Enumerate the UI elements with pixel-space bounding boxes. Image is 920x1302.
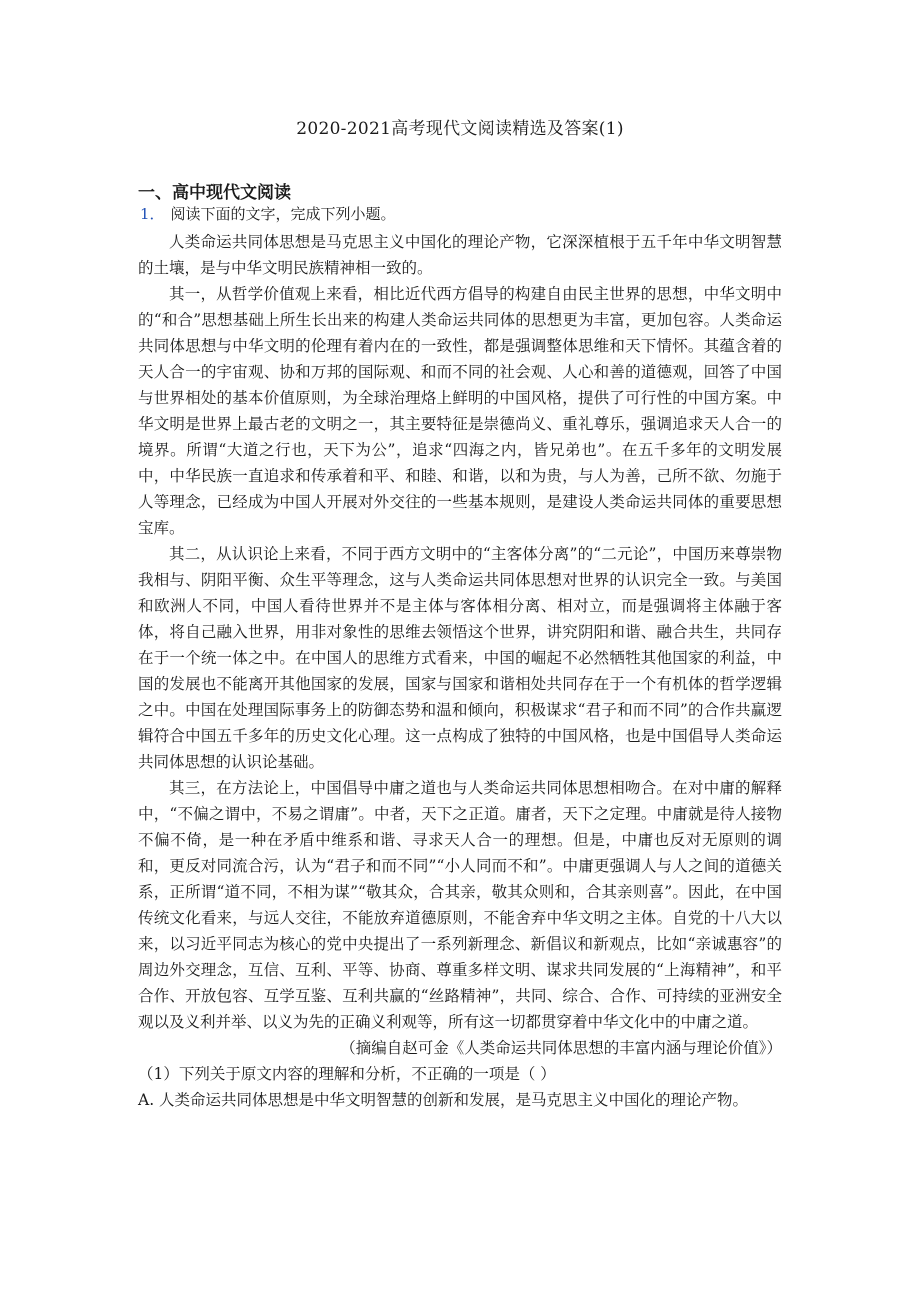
question-prompt: 阅读下面的文字，完成下列小题。 bbox=[170, 205, 396, 223]
passage-paragraph: 其三，在方法论上，中国倡导中庸之道也与人类命运共同体思想相吻合。在对中庸的解释中，“不偏之谓中，不易之谓庸”。中者，天下之正道。庸者，天下之定理。中庸就是待人接物不偏不倚，是一种在矛盾中维系和谐、寻求天人合一的理想。但是，中庸也反对无原则的调和，更反对同流合污，认为“君子和而不同”“小人同而不和”。中庸更强调人与人之间的道德关系，正所谓“道不同，不相为谋”“敬其众，合其亲，敬其众则和，合其亲则喜”。因此，在中国传统文化看来，与远人交往，不能放弃道德原则，不能舍弃中华文明之主体。自党的十八大以来，以习近平同志为核心的党中央提出了一系列新理念、新倡议和新观点，比如“亲诚惠容”的周边外交理念，互信、互利、平等、协商、尊重多样文明、谋求共同发展的“上海精神”，和平合作、开放包容、互学互鉴、互利共赢的“丝路精神”，共同、综合、合作、可持续的亚洲安全观以及义利并举、以义为先的正确义利观等，所有这一切都贯穿着中华文化中的中庸之道。 bbox=[138, 779, 782, 1031]
question-number: 1． bbox=[140, 205, 165, 223]
section-heading: 一、高中现代文阅读 bbox=[138, 183, 291, 203]
document-title: 2020-2021高考现代文阅读精选及答案(1) bbox=[296, 119, 624, 139]
passage-paragraph: 其一，从哲学价值观上来看，相比近代西方倡导的构建自由民主世界的思想，中华文明中的“和合”思想基础上所生长出来的构建人类命运共同体的思想更为丰富，更加包容。人类命运共同体思想与中华文明的伦理有着内在的一致性，都是强调整体思维和天下情怀。其蕴含着的天人合一的宇宙观、协和万邦的国际观、和而不同的社会观、人心和善的道德观，回答了中国与世界相处的基本价值原则，为全球治理烙上鲜明的中国风格，提供了可行性的中国方案。中华文明是世界上最古老的文明之一，其主要特征是崇德尚义、重礼尊乐，强调追求天人合一的境界。所谓“大道之行也，天下为公”，追求“四海之内，皆兄弟也”。在五千多年的文明发展中，中华民族一直追求和传承着和平、和睦、和谐，以和为贵，与人为善，己所不欲、勿施于人等理念，已经成为中国人开展对外交往的一些基本规则，是建设人类命运共同体的重要思想宝库。 bbox=[138, 285, 782, 537]
passage-paragraph: 其二，从认识论上来看，不同于西方文明中的“主客体分离”的“二元论”，中国历来尊崇物我相与、阴阳平衡、众生平等理念，这与人类命运共同体思想对世界的认识完全一致。与美国和欧洲人不同，中国人看待世界并不是主体与客体相分离、相对立，而是强调将主体融于客体，将自己融入世界，用非对象性的思维去领悟这个世界，讲究阴阳和谐、融合共生，共同存在于一个统一体之中。在中国人的思维方式看来，中国的崛起不必然牺牲其他国家的利益，中国的发展也不能离开其他国家的发展，国家与国家和谐相处共同存在于一个有机体的哲学逻辑之中。中国在处理国际事务上的防御态势和温和倾向，积极谋求“君子和而不同”的合作共赢逻辑符合中国五千多年的历史文化心理。这一点构成了独特的中国风格，也是中国倡导人类命运共同体思想的认识论基础。 bbox=[138, 545, 782, 771]
option-a: A. 人类命运共同体思想是中华文明智慧的创新和发展，是马克思主义中国化的理论产物。 bbox=[138, 1091, 749, 1109]
sub-question: （1）下列关于原文内容的理解和分析，不正确的一项是（ ） bbox=[138, 1065, 556, 1083]
passage-body bbox=[138, 229, 782, 1113]
question-line bbox=[140, 203, 396, 224]
passage-paragraph: 人类命运共同体思想是马克思主义中国化的理论产物，它深深植根于五千年中华文明智慧的土壤，是与中华文明民族精神相一致的。 bbox=[138, 233, 782, 277]
passage-source: （摘编自赵可金《人类命运共同体思想的丰富内涵与理论价值》） bbox=[340, 1039, 782, 1057]
